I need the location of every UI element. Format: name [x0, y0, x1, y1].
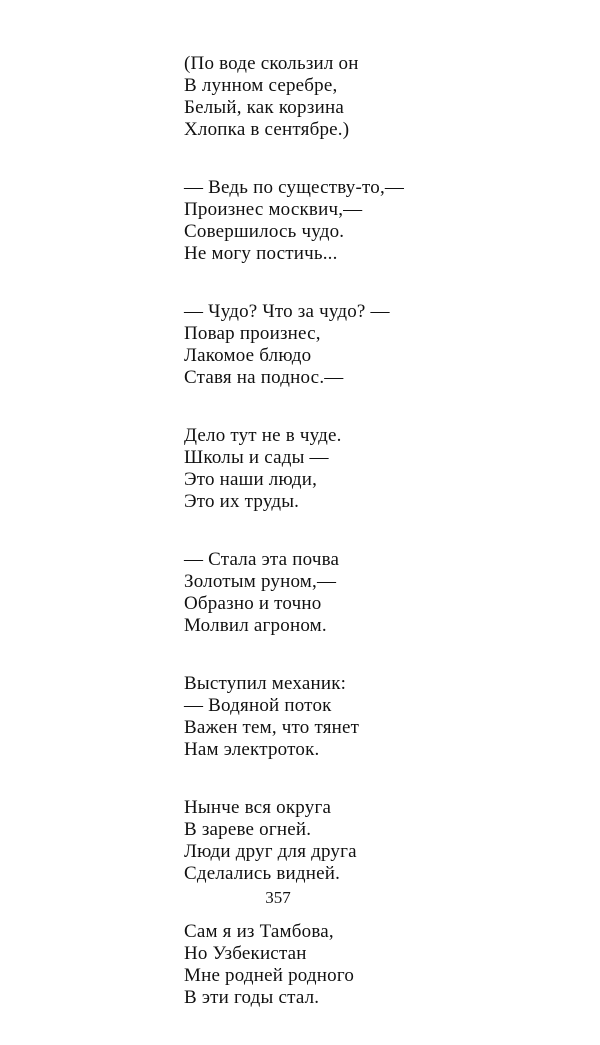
poem-line: В зареве огней.	[184, 819, 312, 840]
poem-line: Мне родней родного	[184, 965, 355, 986]
poem-line: Школы и сады —	[184, 447, 329, 468]
stanza	[184, 921, 564, 1009]
poem-line: Сделались видней.	[184, 863, 341, 884]
poem-line: Белый, как корзина	[184, 97, 344, 118]
stanza	[184, 425, 564, 513]
poem-line: Но Узбекистан	[184, 943, 307, 964]
poem-line: Выступил механик:	[184, 673, 347, 694]
poem-line: — Ведь по существу-то,—	[184, 177, 405, 198]
stanza	[184, 177, 564, 265]
page-number: 357	[265, 888, 291, 907]
poem-line: Совершилось чудо.	[184, 221, 345, 242]
poem-line: Дело тут не в чуде.	[184, 425, 342, 446]
poem-line: Нам электроток.	[184, 739, 320, 760]
poem-line: Золотым руном,—	[184, 571, 337, 592]
poem-line: Не могу постичь...	[184, 243, 338, 264]
poem-line: (По воде скользил он	[184, 53, 359, 74]
poem-line: В лунном серебре,	[184, 75, 338, 96]
poem-line: Нынче вся округа	[184, 797, 332, 818]
poem-line: Хлопка в сентябре.)	[184, 119, 350, 140]
poem-line: Люди друг для друга	[184, 841, 357, 862]
stanza	[184, 797, 564, 885]
poem-line: Образно и точно	[184, 593, 322, 614]
poem-line: Произнес москвич,—	[184, 199, 363, 220]
poem-line: Ставя на поднос.—	[184, 367, 344, 388]
poem-line: Повар произнес,	[184, 323, 321, 344]
stanza	[184, 673, 564, 761]
poem-line: Это наши люди,	[184, 469, 318, 490]
poem-line: Это их труды.	[184, 491, 300, 512]
stanza	[184, 301, 564, 389]
stanza	[184, 549, 564, 637]
poem-line: — Чудо? Что за чудо? —	[184, 301, 390, 322]
stanza	[184, 53, 564, 141]
poem-line: — Водяной поток	[184, 695, 332, 716]
poem-line: — Стала эта почва	[184, 549, 340, 570]
poem-line: Сам я из Тамбова,	[184, 921, 334, 942]
poem-line: Молвил агроном.	[184, 615, 327, 636]
poem-line: Важен тем, что тянет	[184, 717, 360, 738]
poem-line: В эти годы стал.	[184, 987, 320, 1008]
poem-line: Лакомое блюдо	[184, 345, 312, 366]
